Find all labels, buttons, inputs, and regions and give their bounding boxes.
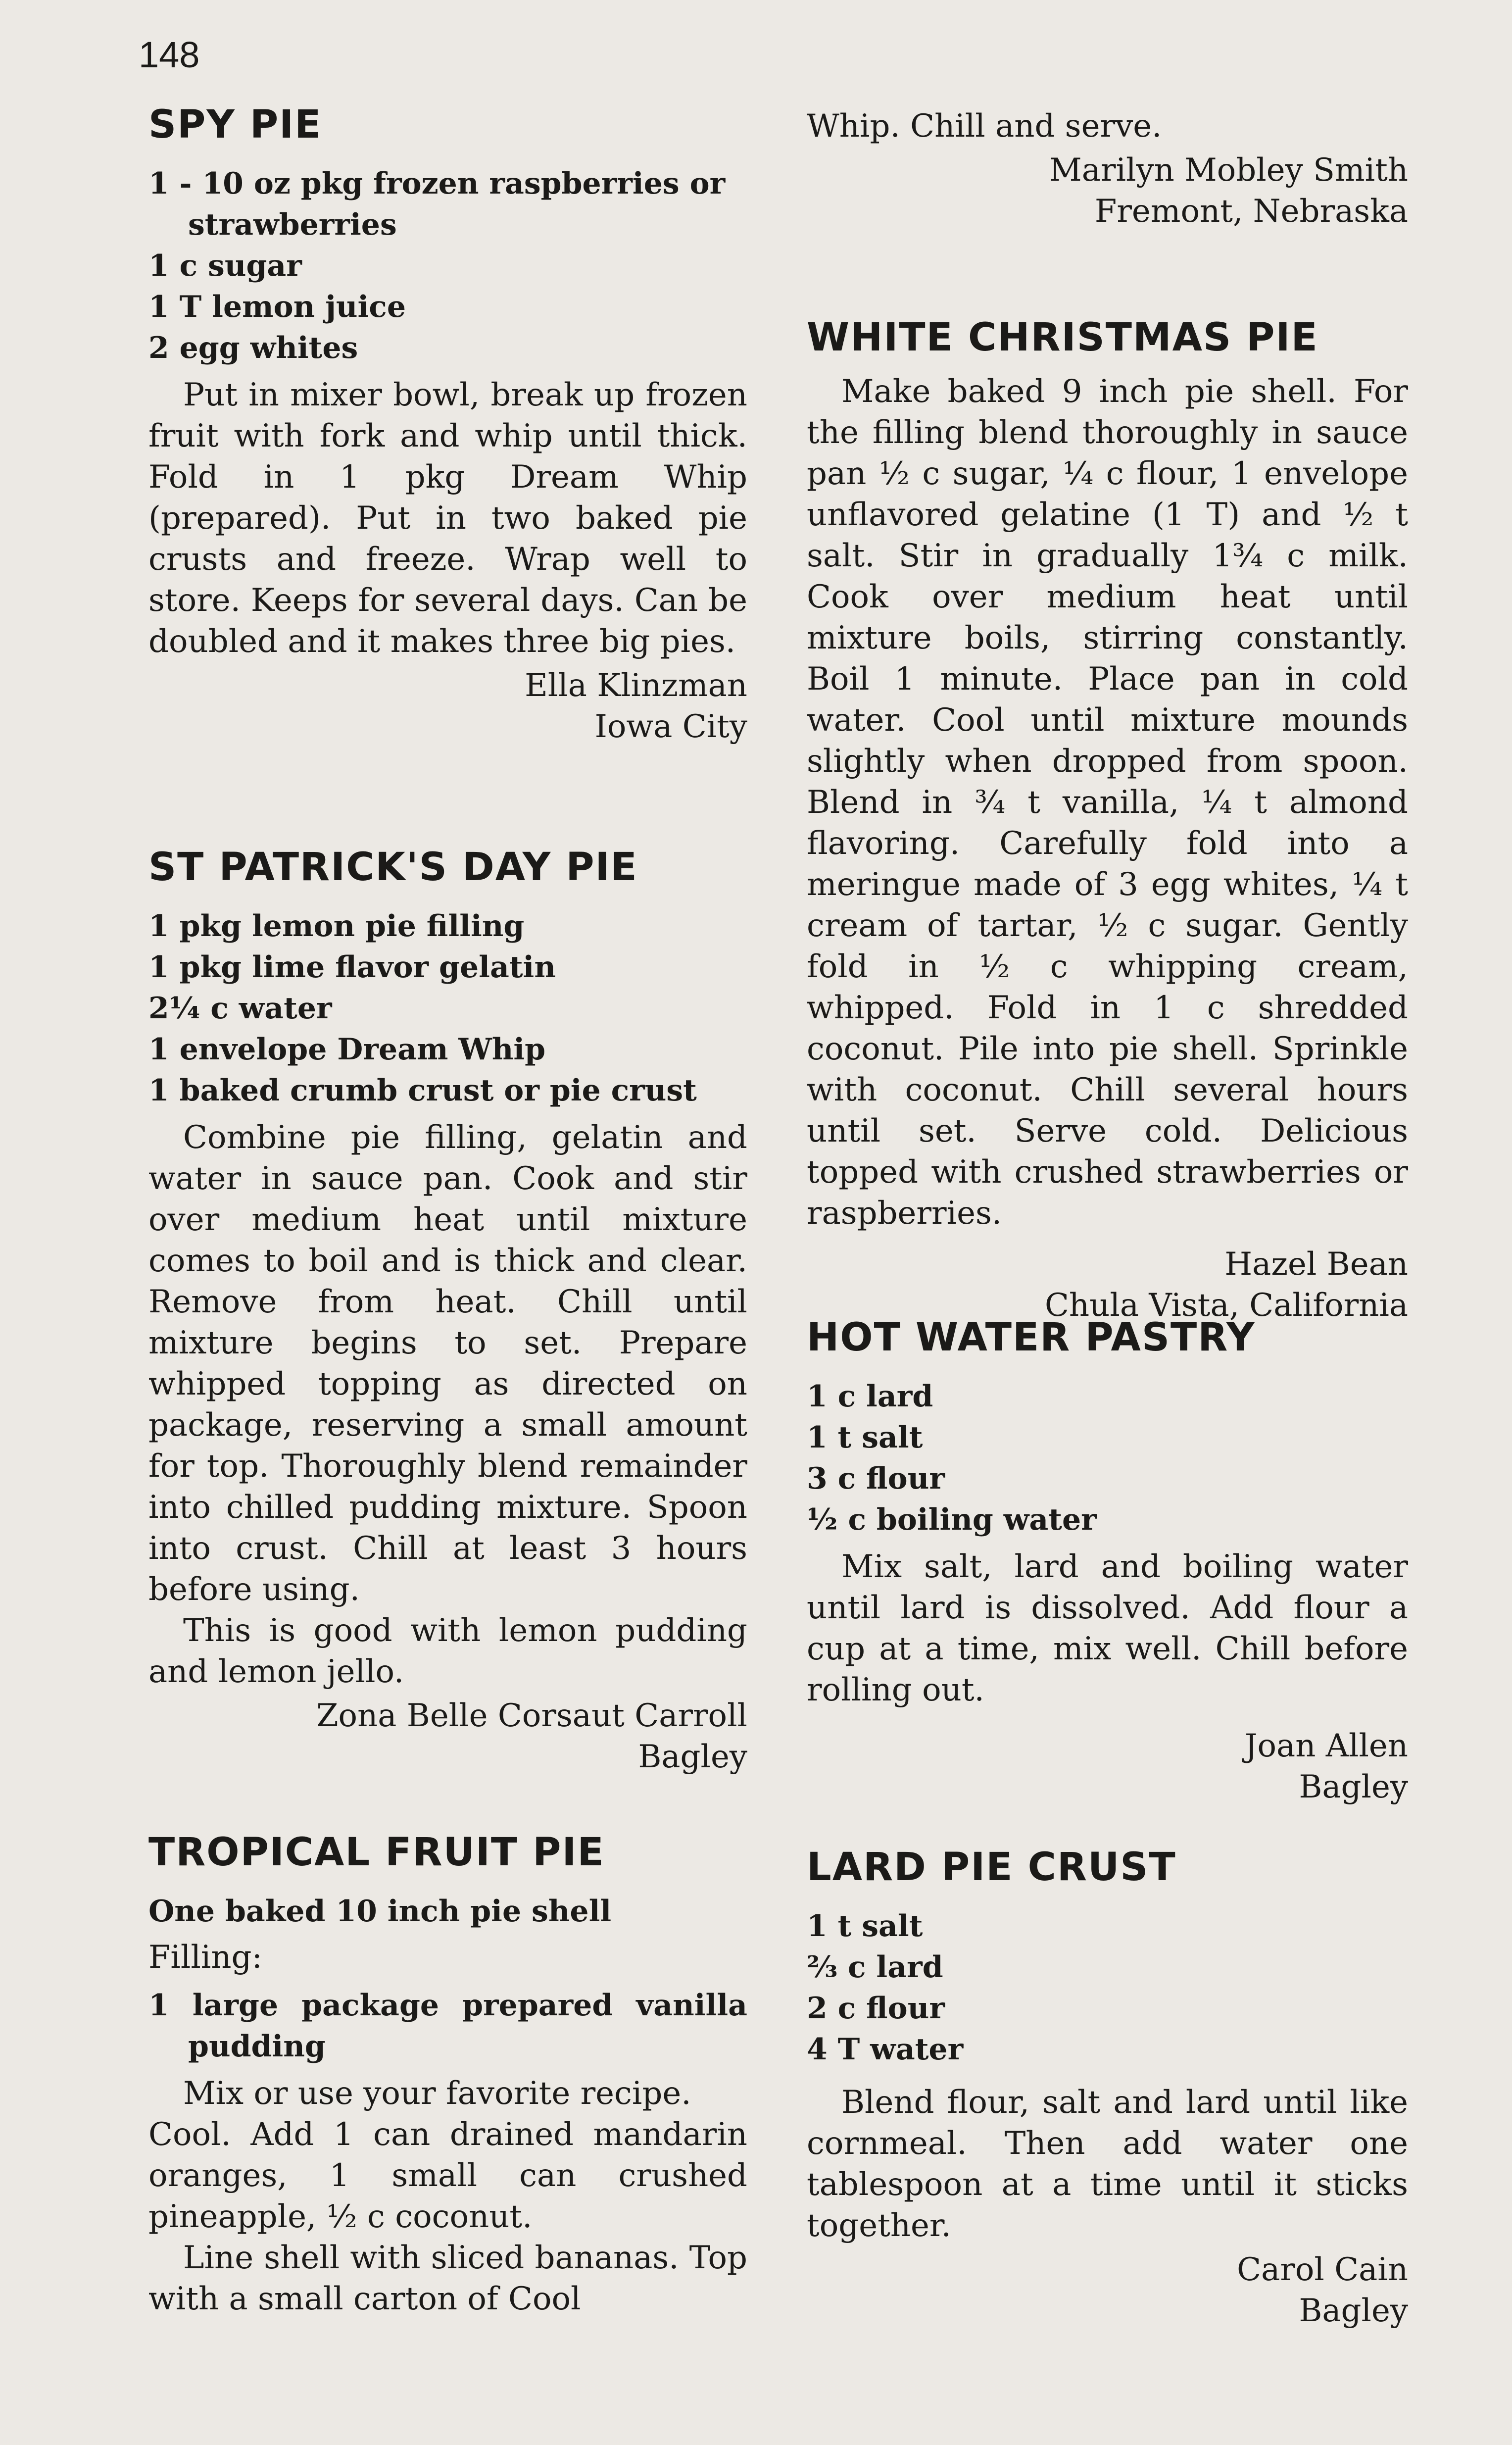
recipe-directions: Whip. Chill and serve. <box>807 108 1162 145</box>
recipe-directions: Put in mixer bowl, break up frozen fruit with fork and whip until thick. Fold in 1 pkg Dream Whip (prepared). Put in two baked pie crusts and freeze. Wrap well to store. Keeps for several days. Can be doubled and it makes three big pies. <box>148 376 747 660</box>
ingredient: 1 large package prepared vanilla pudding <box>148 1988 747 2064</box>
recipe-directions: Make baked 9 inch pie shell. For the filling blend thoroughly in sauce pan ½ c sugar, ¼ c flour, 1 envelope unflavored gelatine (1 T) and ½ t salt. Stir in gradually 1¾ c milk. Cook over medium heat until mixture boils, stirring constantly. Boil 1 minute. Place pan in cold water. Cool until mixture mounds slightly when dropped from spoon. Blend in ¾ t vanilla, ¼ t almond flavoring. Carefully fold into a meringue made of 3 egg whites, ¼ t cream of tartar, ½ c sugar. Gently fold in ½ c whipping cream, whipped. Fold in 1 c shredded coconut. Pile into pie shell. Sprinkle with coconut. Chill several hours until set. Serve cold. Delicious topped with crushed strawberries or raspberries. <box>807 373 1408 1232</box>
recipe-author: Carol Cain <box>1237 2251 1408 2288</box>
page-number: 148 <box>139 34 200 75</box>
recipe-note: This is good with lemon pudding and lemon jello. <box>148 1612 747 1690</box>
recipe-place: Bagley <box>1299 2292 1408 2329</box>
recipe-author: Zona Belle Corsaut Carroll <box>316 1697 747 1734</box>
ingredient: 1 pkg lime flavor gelatin <box>148 949 556 985</box>
recipe-title: HOT WATER PASTRY <box>807 1315 1256 1360</box>
ingredient: ⅔ c lard <box>807 1949 943 1985</box>
recipe-white-christmas-pie <box>807 317 1408 1326</box>
recipe-title: SPY PIE <box>148 102 322 147</box>
ingredient: 1 c sugar <box>148 248 302 283</box>
ingredient: 2 c flour <box>807 1991 945 2026</box>
filling-label: Filling: <box>148 1939 263 1976</box>
recipe-place: Bagley <box>638 1738 747 1775</box>
recipe-title: WHITE CHRISTMAS PIE <box>807 315 1318 360</box>
ingredient: 2 egg whites <box>148 330 358 365</box>
recipe-place: Iowa City <box>594 708 747 745</box>
ingredient-list <box>148 163 747 369</box>
recipe-st-patricks-day-pie <box>148 847 747 1778</box>
ingredient: 1 t salt <box>807 1420 923 1455</box>
recipe-author: Joan Allen <box>1244 1727 1408 1764</box>
recipe-title: LARD PIE CRUST <box>807 1845 1176 1890</box>
recipe-tropical-fruit-pie-continued <box>807 106 1408 232</box>
recipe-directions: Blend flour, salt and lard until like cornmeal. Then add water one tablespoon at a time until it sticks together. <box>807 2084 1408 2244</box>
ingredient: One baked 10 inch pie shell <box>148 1894 612 1929</box>
recipe-directions: Cool. Add 1 can drained mandarin oranges, 1 small can crushed pineapple, ½ c coconut. <box>148 2116 747 2235</box>
ingredient-list <box>807 1906 1408 2070</box>
recipe-title: TROPICAL FRUIT PIE <box>148 1830 605 1875</box>
ingredient: 1 baked crumb crust or pie crust <box>148 1073 697 1108</box>
ingredient-list <box>148 906 747 1111</box>
recipe-hot-water-pastry <box>807 1317 1408 1808</box>
ingredient: 1 c lard <box>807 1379 933 1414</box>
recipe-tropical-fruit-pie <box>148 1832 747 2320</box>
ingredient-list <box>807 1376 1408 1541</box>
ingredient: 4 T water <box>807 2032 964 2067</box>
recipe-place: Fremont, Nebraska <box>1094 193 1408 230</box>
recipe-place: Chula Vista, California <box>1044 1287 1408 1324</box>
recipe-author: Hazel Bean <box>1224 1246 1408 1283</box>
filling-list <box>148 1985 747 2067</box>
recipe-directions: Mix or use your favorite recipe. <box>183 2075 691 2112</box>
ingredient: 1 pkg lemon pie filling <box>148 908 525 944</box>
recipe-place: Bagley <box>1299 1768 1408 1805</box>
recipe-author: Marilyn Mobley Smith <box>1049 152 1408 189</box>
recipe-directions: Line shell with sliced bananas. Top with a small carton of Cool <box>148 2239 747 2317</box>
recipe-directions: Mix salt, lard and boiling water until lard is dissolved. Add flour a cup at a time, mix well. Chill before rolling out. <box>807 1548 1408 1708</box>
recipe-lard-pie-crust <box>807 1846 1408 2332</box>
ingredient: 1 envelope Dream Whip <box>148 1032 546 1067</box>
ingredient: 3 c flour <box>807 1461 945 1496</box>
recipe-directions: Combine pie filling, gelatin and water in sauce pan. Cook and stir over medium heat until mixture comes to boil and is thick and clear. Remove from heat. Chill until mixture begins to set. Prepare whipped topping as directed on package, reserving a small amount for top. Thoroughly blend remainder into chilled pudding mixture. Spoon into crust. Chill at least 3 hours before using. <box>148 1119 747 1608</box>
ingredient-list <box>148 1891 747 1932</box>
recipe-title: ST PATRICK'S DAY PIE <box>148 845 638 890</box>
ingredient: 2¼ c water <box>148 991 332 1026</box>
ingredient: ½ c boiling water <box>807 1502 1097 1537</box>
ingredient: 1 T lemon juice <box>148 289 406 324</box>
recipe-author: Ella Klinzman <box>525 667 747 704</box>
ingredient: 1 t salt <box>807 1908 923 1944</box>
ingredient: 1 - 10 oz pkg frozen raspberries or strawberries <box>148 166 726 242</box>
recipe-spy-pie <box>148 104 747 748</box>
